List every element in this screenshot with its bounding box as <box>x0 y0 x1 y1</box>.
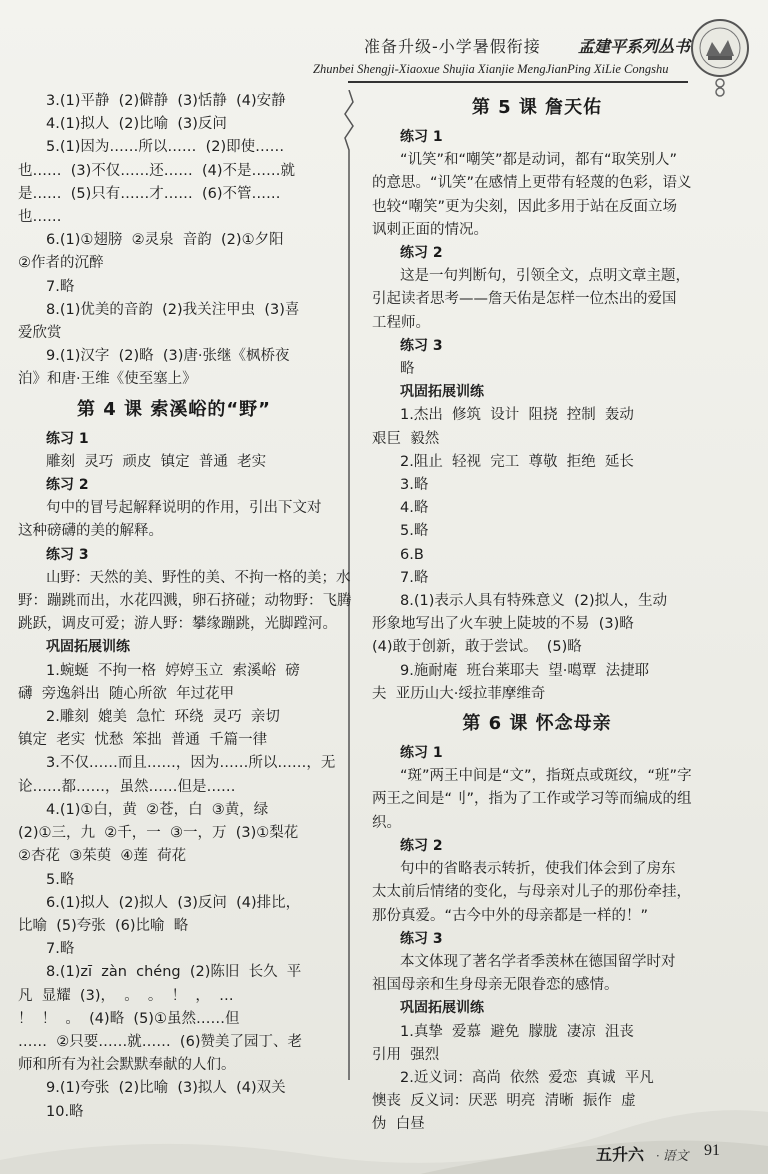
answer-line: “讥笑”和“嘲笑”都是动词，都有“取笑别人” <box>400 152 678 169</box>
answer-line: 5.(1)因为……所以…… (2)即使…… <box>46 139 285 156</box>
answer-line: 4.(1)①白，黄 ②苍，白 ③黄，绿 <box>46 801 269 818</box>
answer-line: 祖国母亲和生身母亲无限眷恋的感情。 <box>372 977 619 994</box>
answer-line: (4)敢于创新，敢于尝试。 (5)略 <box>372 639 582 656</box>
answer-line: (2)①三，九 ②千，一 ③一，万 (3)①梨花 <box>18 825 299 842</box>
answer-line: 4.略 <box>400 500 429 517</box>
answer-line: 6.(1)①翅膀 ②灵泉 音韵 (2)①夕阳 <box>46 232 284 249</box>
answer-line: ②杏花 ③茱萸 ④莲 荷花 <box>18 848 187 865</box>
exercise-label: 练习 2 <box>400 837 443 854</box>
extension-label: 巩固拓展训练 <box>46 639 130 656</box>
chain-ornament-icon <box>713 78 727 100</box>
page-number: 91 <box>704 1142 720 1159</box>
series-name: 孟建平系列丛书 <box>578 37 691 56</box>
exercise-label: 练习 3 <box>46 546 89 563</box>
answer-line: 7.略 <box>46 941 75 958</box>
exercise-label: 练习 2 <box>46 477 89 494</box>
answer-line: 4.(1)拟人 (2)比喻 (3)反问 <box>46 116 227 133</box>
answer-line: 比喻 (5)夸张 (6)比喻 略 <box>18 917 189 934</box>
right-column <box>372 90 702 1137</box>
answer-line: 引用 强烈 <box>372 1046 440 1063</box>
answer-line: 9.(1)夸张 (2)比喻 (3)拟人 (4)双关 <box>46 1080 286 1097</box>
answer-line: 6.(1)拟人 (2)拟人 (3)反问 (4)排比， <box>46 894 301 911</box>
answer-line: 织。 <box>372 814 401 831</box>
answer-line: 9.施耐庵 班台莱耶夫 望·噶覃 法捷耶 <box>400 662 650 679</box>
publisher-seal-icon <box>690 18 750 78</box>
exercise-label: 练习 3 <box>400 930 443 947</box>
answer-line: 论……都……，虽然……但是…… <box>18 778 236 795</box>
answer-line: 3.不仅……而且……，因为……所以……，无 <box>46 755 336 772</box>
answer-line: 讽刺正面的情况。 <box>372 221 488 238</box>
answer-line: 镇定 老实 忧愁 笨拙 普通 千篇一律 <box>18 732 268 749</box>
answer-line: 泊》和唐·王维《使至塞上》 <box>18 371 197 388</box>
answer-line: 也…… <box>18 209 62 226</box>
answer-line: 懊丧 反义词：厌恶 明亮 清晰 振作 虚 <box>372 1093 636 1110</box>
extension-label: 巩固拓展训练 <box>400 1000 484 1017</box>
answer-line: 的意思。“讥笑”在感情上更带有轻蔑的色彩，语义 <box>372 175 692 192</box>
answer-line: 爱欣赏 <box>18 325 62 342</box>
answer-line: 师和所有为社会默默奉献的人们。 <box>18 1057 236 1074</box>
lesson-5-title: 第 5 课 詹天佑 <box>471 97 603 118</box>
exercise-label: 练习 3 <box>400 337 443 354</box>
answer-line: 8.(1)表示人具有特殊意义 (2)拟人，生动 <box>400 593 668 610</box>
answer-line: ！ ！ 。 (4)略 (5)①虽然……但 <box>18 1010 240 1027</box>
exercise-label: 练习 1 <box>46 430 89 447</box>
lesson-6-title: 第 6 课 怀念母亲 <box>462 713 612 735</box>
answer-line: 9.(1)汉字 (2)略 (3)唐·张继《枫桥夜 <box>46 348 290 365</box>
answer-line: 6.B <box>400 546 424 563</box>
exercise-label: 练习 1 <box>400 745 443 762</box>
answer-line: 太太前后情绪的变化，与母亲对儿子的那份牵挂， <box>372 884 691 901</box>
answer-line: 7.略 <box>46 278 75 295</box>
answer-line: 这种磅礴的美的解释。 <box>18 523 163 540</box>
answer-line: 两王之间是“刂”，指为了工作或学习等而编成的组 <box>372 791 692 808</box>
answer-line: 2.雕刻 媲美 急忙 环绕 灵巧 亲切 <box>46 709 280 726</box>
answer-line: 伪 白昼 <box>372 1116 425 1133</box>
grade-label: 五升六 <box>596 1145 645 1164</box>
answer-line: 3.略 <box>400 477 429 494</box>
answer-line: 工程师。 <box>372 314 430 331</box>
left-column <box>18 90 352 1124</box>
answer-line: 2.近义词：高尚 依然 爱恋 真诚 平凡 <box>400 1069 654 1086</box>
subject-label: · 语文 <box>656 1148 689 1163</box>
answer-line: 1.杰出 修筑 设计 阻挠 控制 轰动 <box>400 407 634 424</box>
answer-line: 也…… (3)不仅……还…… (4)不是……就 <box>18 162 296 179</box>
exercise-label: 练习 1 <box>400 129 443 145</box>
answer-line: 略 <box>400 361 415 378</box>
extension-label: 巩固拓展训练 <box>400 384 484 401</box>
lesson-4-title: 第 4 课 索溪峪的“野” <box>77 398 271 420</box>
answer-line: 3.(1)平静 (2)僻静 (3)恬静 (4)安静 <box>46 93 286 109</box>
answer-line: 艰巨 毅然 <box>372 430 440 447</box>
answer-line: 凡 显耀 (3)， 。 。 ！ ， … <box>18 987 234 1004</box>
answer-line: 5.略 <box>46 871 75 888</box>
answer-line: 8.(1)优美的音韵 (2)我关注甲虫 (3)喜 <box>46 301 300 318</box>
exercise-label: 练习 2 <box>400 245 443 262</box>
book-subtitle-pinyin: Zhunbei Shengji-Xiaoxue Shujia Xianjie MengJianPing XiLie Congshu <box>313 62 669 76</box>
answer-line: 野：蹦跳而出，水花四溅，卵石挤碰；动物野：飞腾 <box>18 593 352 610</box>
answer-line: 引起读者思考——詹天佑是怎样一位杰出的爱国 <box>372 291 677 308</box>
answer-line: 10.略 <box>46 1103 84 1120</box>
answer-line: ②作者的沉醉 <box>18 255 104 272</box>
answer-line: 1.蜿蜒 不拘一格 婷婷玉立 索溪峪 磅 <box>46 662 300 679</box>
answer-line: 这是一句判断句，引领全文，点明文章主题， <box>400 268 690 285</box>
answer-line: 2.阻止 轻视 完工 尊敬 拒绝 延长 <box>400 453 634 470</box>
book-title: 准备升级-小学暑假衔接 <box>364 37 541 56</box>
answer-line: 那份真爱。“古今中外的母亲都是一样的！” <box>372 907 649 924</box>
footer-wave-decoration <box>0 1060 768 1174</box>
answer-line: 8.(1)zī zàn chéng (2)陈旧 长久 平 <box>46 964 302 981</box>
answer-line: …… ②只要……就…… (6)赞美了园丁、老 <box>18 1033 302 1050</box>
answer-line: 礴 旁逸斜出 随心所欲 年过花甲 <box>18 685 235 702</box>
answer-line: 山野：天然的美、野性的美、不拘一格的美；水 <box>46 569 351 586</box>
answer-line: 7.略 <box>400 569 429 586</box>
answer-line: 也较“嘲笑”更为尖刻，因此多用于站在反面立场 <box>372 198 678 215</box>
answer-line: 是…… (5)只有……才…… (6)不管…… <box>18 185 281 202</box>
answer-line: 句中的冒号起解释说明的作用，引出下文对 <box>46 500 322 517</box>
answer-line: 句中的省略表示转折，使我们体会到了房东 <box>400 861 676 878</box>
header-rule <box>348 81 688 83</box>
answer-line: 夫 亚历山大·绥拉菲摩维奇 <box>372 685 546 702</box>
answer-line: 1.真挚 爱慕 避免 朦胧 凄凉 沮丧 <box>400 1023 634 1040</box>
answer-line: 形象地写出了火车驶上陡坡的不易 (3)略 <box>372 616 634 633</box>
answer-line: 雕刻 灵巧 顽皮 镇定 普通 老实 <box>46 453 267 470</box>
answer-line: 本文体现了著名学者季羡林在德国留学时对 <box>400 953 676 970</box>
answer-line: 跳跃，调皮可爱；游人野：攀缘蹦跳，光脚蹚河。 <box>18 616 337 633</box>
answer-line: 5.略 <box>400 523 429 540</box>
answer-line: “斑”两王中间是“文”，指斑点或斑纹，“班”字 <box>400 768 692 785</box>
